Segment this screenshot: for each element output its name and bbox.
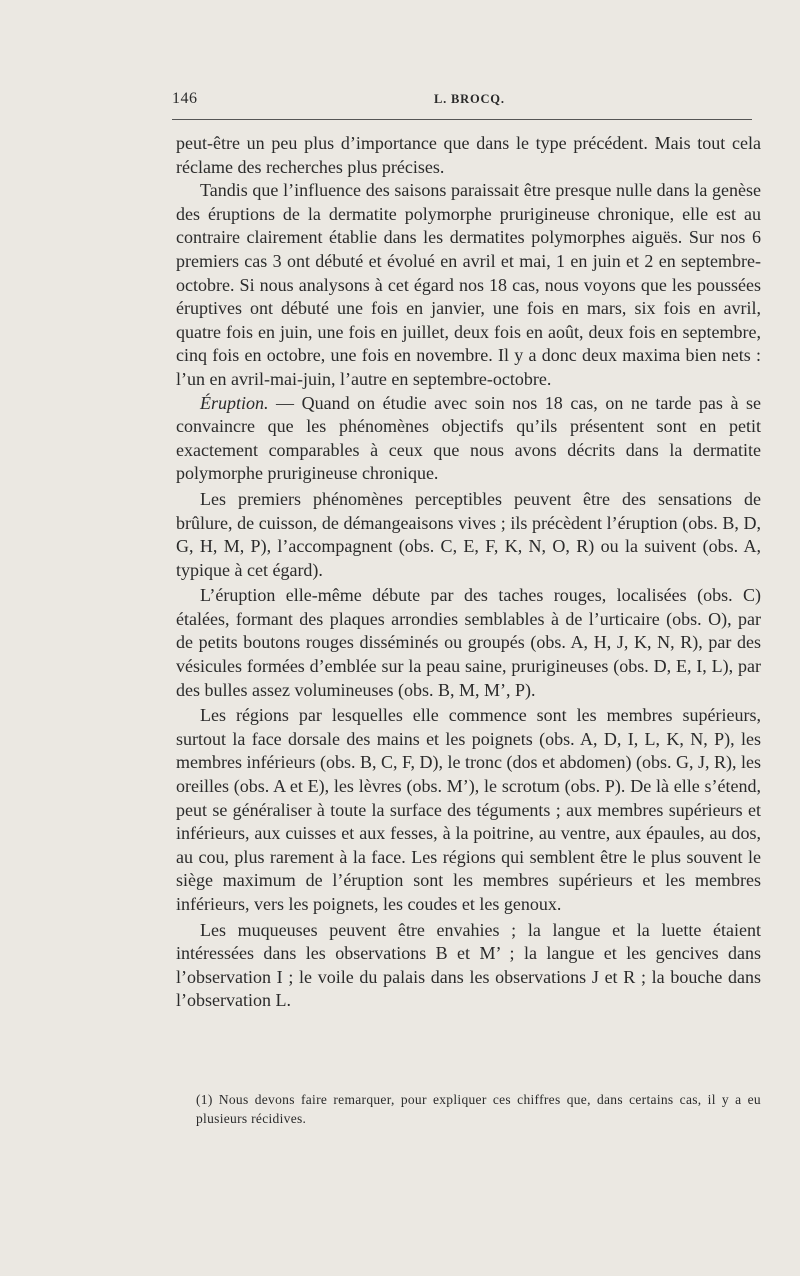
running-head: L. BROCQ. [434, 92, 505, 106]
footnote: (1) Nous devons faire remarquer, pour expliquer ces chiffres que, dans certains cas, il y a eu plusieurs récidives. [196, 1092, 761, 1126]
paragraph-eruption-onset: L’éruption elle-même débute par des taches rouges, localisées (obs. C) étalées, formant des plaques arrondies semblables à de l’urticaire (obs. O), par de petits boutons rouges disséminés ou groupés (obs. A, H, J, K, N, R), par des vésicules formées d’emblée sur la peau saine, prurigineuses (obs. D, E, I, L), par des bulles assez volumineuses (obs. B, M, M’, P). [176, 585, 761, 700]
paragraph-continuation: peut-être un peu plus d’importance que dans le type précédent. Mais tout cela réclame des recherches plus précises. [176, 133, 761, 177]
page-number: 146 [172, 90, 198, 107]
body-text [176, 132, 761, 1013]
paragraph-mucous: Les muqueuses peuvent être envahies ; la langue et la luette étaient intéressées dans les observations B et M’ ; la langue et les gencives dans l’observation I ; le voile du palais dans les observations J et R ; la bouche dans l’observation L. [176, 919, 761, 1011]
paragraph-regions: Les régions par lesquelles elle commence sont les membres supérieurs, surtout la face dorsale des mains et les poignets (obs. A, D, I, L, K, N, P), les membres inférieurs (obs. B, C, F, D), le tronc (dos et abdomen) (obs. G, J, R), les oreilles (obs. A et E), les lèvres (obs. M’), le scrotum (obs. P). De là elle s’étend, peut se généraliser à toute la surface des téguments ; aux membres supérieurs et inférieurs, aux cuisses et aux fesses, à la poitrine, au ventre, aux épaules, au dos, au cou, plus rarement à la face. Les régions qui semblent être le plus souvent le siège maximum de l’éruption sont les membres supérieurs et les membres inférieurs, vers les poignets, les coudes et les genoux. [176, 705, 761, 914]
page-header [172, 90, 752, 114]
paragraph-eruption-text: — Quand on étudie avec soin nos 18 cas, on ne tarde pas à se convaincre que les phénomènes objectifs qu’ils présentent sont en petit exactement comparables à ceux que nous avons décrits dans la dermatite polymorphe prurigineuse chronique. [176, 392, 761, 484]
paragraph-eruption [176, 392, 761, 486]
header-rule [172, 119, 752, 120]
paragraph-first-phenomena: Les premiers phénomènes perceptibles peuvent être des sensations de brûlure, de cuisson, de démangeaisons vives ; ils précèdent l’éruption (obs. B, D, G, H, M, P), l’accompagnent (obs. C, E, F, K, N, O, R) ou la suivent (obs. A, typique à cet égard). [176, 488, 761, 580]
section-heading-eruption: Éruption. [200, 392, 269, 413]
paragraph-seasons: Tandis que l’influence des saisons paraissait être presque nulle dans la genèse des éruptions de la dermatite polymorphe prurigineuse chronique, elle est au contraire clairement établie dans les dermatites polymorphes aiguës. Sur nos 6 premiers cas 3 ont débuté et évolué en avril et mai, 1 en juin et 2 en septembre-octobre. Si nous analysons à cet égard nos 18 cas, nous voyons que les poussées éruptives ont débuté une fois en janvier, une fois en mars, six fois en avril, quatre fois en juin, une fois en juillet, deux fois en août, deux fois en septembre, cinq fois en octobre, une fois en novembre. Il y a donc deux maxima bien nets : l’un en avril-mai-juin, l’autre en septembre-octobre. [176, 180, 761, 389]
